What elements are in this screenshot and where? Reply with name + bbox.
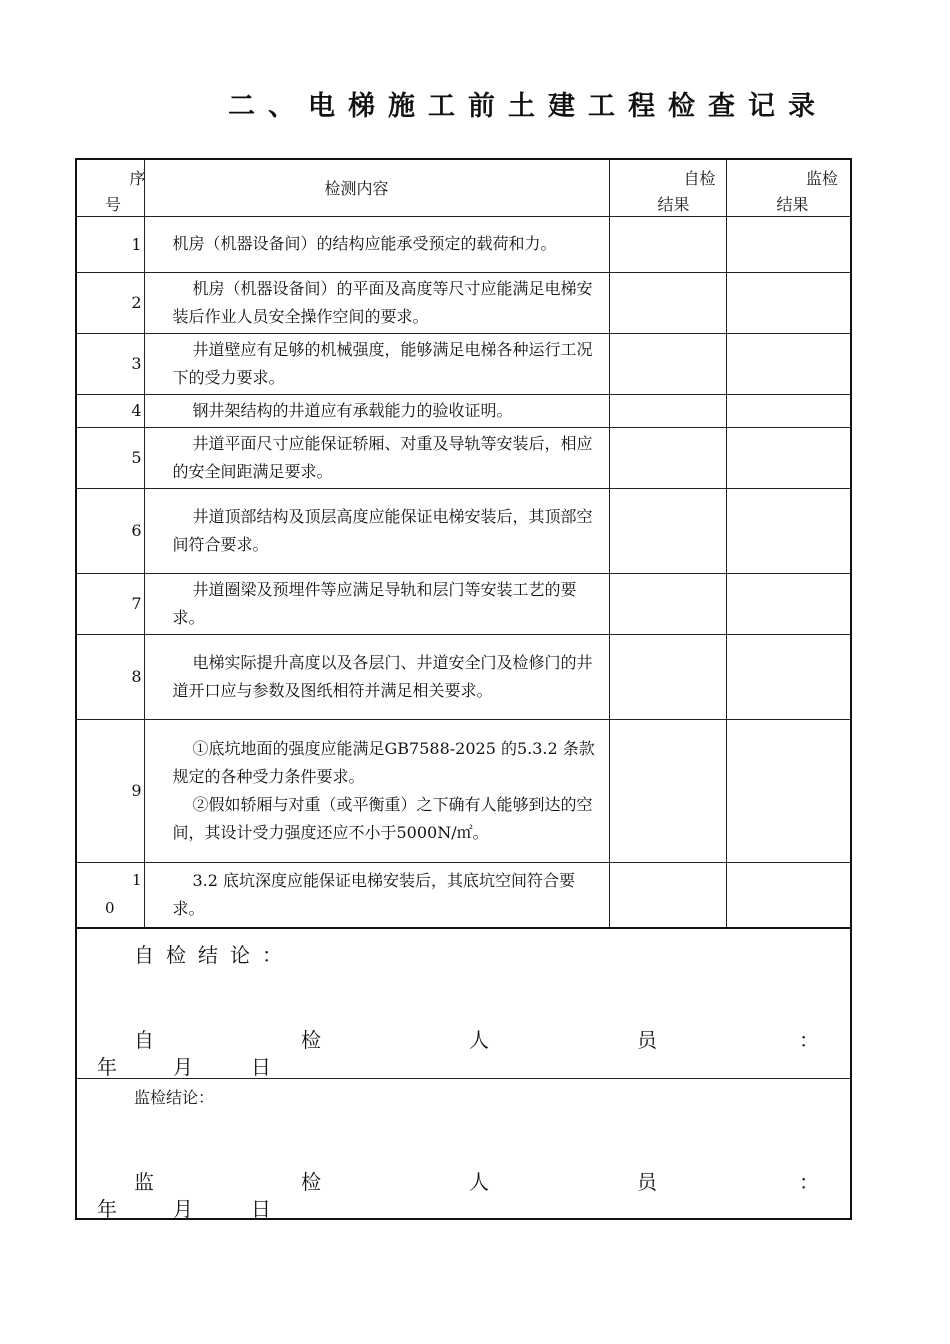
row-number: 4 <box>76 394 144 427</box>
self-result-cell[interactable] <box>609 719 726 862</box>
row-content: 井道顶部结构及顶层高度应能保证电梯安装后，其顶部空间符合要求。 <box>144 488 609 573</box>
row-number: 1 <box>76 216 144 272</box>
self-result-cell[interactable] <box>609 394 726 427</box>
self-conclusion-cell[interactable] <box>76 928 851 1078</box>
header-self <box>609 159 726 216</box>
row-number: 9 <box>76 719 144 862</box>
self-conclusion-section <box>76 928 851 1078</box>
header-seq-top: 序 <box>129 169 146 188</box>
row-number: 5 <box>76 427 144 488</box>
page-title: 二、电梯施工前土建工程检查记录 <box>228 91 828 122</box>
self-date-month: 月 <box>173 1055 193 1079</box>
sup-result-cell[interactable] <box>726 488 851 573</box>
self-result-cell[interactable] <box>609 488 726 573</box>
sup-result-cell[interactable] <box>726 216 851 272</box>
table-row <box>76 333 851 394</box>
row-number: 8 <box>76 634 144 719</box>
self-signer-char: ： <box>799 1028 819 1052</box>
self-result-cell[interactable] <box>609 573 726 634</box>
row-number: 1 0 <box>76 862 144 928</box>
row-content: 电梯实际提升高度以及各层门、井道安全门及检修门的井道开口应与参数及图纸相符并满足相关要求。 <box>144 634 609 719</box>
sup-signer-char: 检 <box>301 1169 321 1194</box>
row-content: 井道平面尺寸应能保证轿厢、对重及导轨等安装后，相应的安全间距满足要求。 <box>144 427 609 488</box>
inspection-table <box>75 158 852 1220</box>
sup-signer-char: 人 <box>469 1169 489 1194</box>
header-content: 检测内容 <box>144 159 609 216</box>
sup-date-month: 月 <box>173 1196 193 1221</box>
table-row <box>76 634 851 719</box>
sup-conclusion-label: 监检结论： <box>134 1087 215 1107</box>
self-result-cell[interactable] <box>609 272 726 333</box>
sup-result-cell[interactable] <box>726 573 851 634</box>
self-signer-char: 检 <box>301 1028 321 1052</box>
self-signer-char: 自 <box>134 1028 154 1052</box>
row-number: 6 <box>76 488 144 573</box>
table-row <box>76 394 851 427</box>
row-content: 钢井架结构的井道应有承载能力的验收证明。 <box>144 394 609 427</box>
sup-conclusion-section <box>76 1078 851 1219</box>
table-row <box>76 719 851 862</box>
row-content: 井道圈梁及预埋件等应满足导轨和层门等安装工艺的要求。 <box>144 573 609 634</box>
table-row <box>76 272 851 333</box>
header-sup <box>726 159 851 216</box>
row-content-part-b: ②假如轿厢与对重（或平衡重）之下确有人能够到达的空间，其设计受力强度还应不小于5000N/㎡。 <box>172 794 593 842</box>
row-content: 井道壁应有足够的机械强度，能够满足电梯各种运行工况下的受力要求。 <box>144 333 609 394</box>
self-date-year: 年 <box>97 1055 117 1079</box>
row-content: 机房（机器设备间）的平面及高度等尺寸应能满足电梯安装后作业人员安全操作空间的要求。 <box>144 272 609 333</box>
sup-signer-char: 员 <box>637 1169 657 1194</box>
self-result-cell[interactable] <box>609 862 726 928</box>
table-row <box>76 862 851 928</box>
table-header <box>76 159 851 216</box>
sup-date-year: 年 <box>97 1196 117 1221</box>
sup-result-cell[interactable] <box>726 862 851 928</box>
header-sup-bottom: 结果 <box>776 195 809 214</box>
row-number: 3 <box>76 333 144 394</box>
sup-result-cell[interactable] <box>726 634 851 719</box>
sup-result-cell[interactable] <box>726 272 851 333</box>
table-row <box>76 216 851 272</box>
self-date-day: 日 <box>251 1055 271 1079</box>
sup-result-cell[interactable] <box>726 394 851 427</box>
self-result-cell[interactable] <box>609 333 726 394</box>
sup-signer-char: ： <box>799 1169 819 1194</box>
header-self-top: 自检 <box>683 169 716 188</box>
row-content-part-a: ①底坑地面的强度应能满足GB7588-2025 的5.3.2 条款规定的各种受力条件要求。 <box>172 738 595 786</box>
self-signer-char: 员 <box>637 1028 657 1052</box>
self-result-cell[interactable] <box>609 216 726 272</box>
row-number: 2 <box>76 272 144 333</box>
sup-result-cell[interactable] <box>726 719 851 862</box>
row-number: 7 <box>76 573 144 634</box>
table-row <box>76 573 851 634</box>
table-row <box>76 427 851 488</box>
self-result-cell[interactable] <box>609 634 726 719</box>
row-content: 机房（机器设备间）的结构应能承受预定的载荷和力。 <box>144 216 609 272</box>
row-content: 3.2 底坑深度应能保证电梯安装后，其底坑空间符合要求。 <box>144 862 609 928</box>
sup-result-cell[interactable] <box>726 427 851 488</box>
row-content <box>144 719 609 862</box>
self-signer-char: 人 <box>469 1028 489 1052</box>
header-sup-top: 监检 <box>805 169 838 188</box>
header-seq-bottom: 号 <box>105 195 122 214</box>
sup-conclusion-cell[interactable] <box>76 1078 851 1219</box>
header-seq <box>76 159 144 216</box>
sup-date-day: 日 <box>251 1196 271 1221</box>
sup-result-cell[interactable] <box>726 333 851 394</box>
sup-signer-char: 监 <box>134 1169 154 1194</box>
table-row <box>76 488 851 573</box>
header-self-bottom: 结果 <box>657 195 690 214</box>
self-result-cell[interactable] <box>609 427 726 488</box>
self-conclusion-label: 自检结论： <box>134 943 294 967</box>
